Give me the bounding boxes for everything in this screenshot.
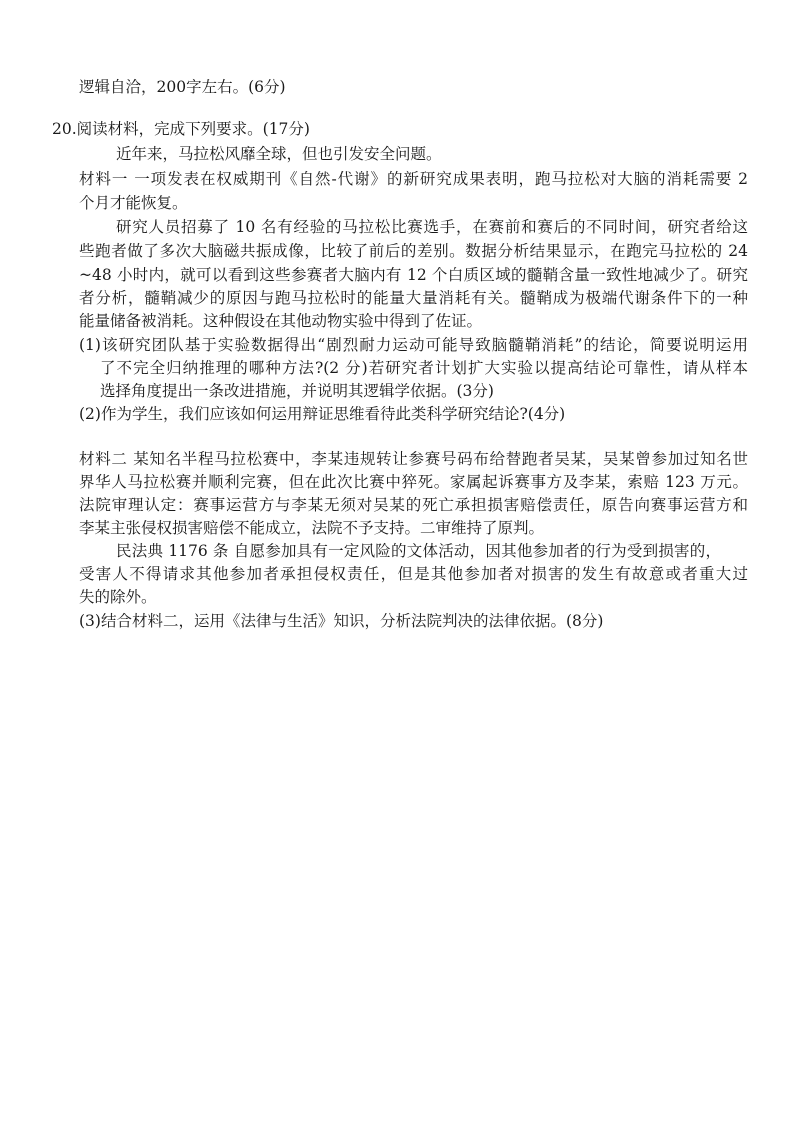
material-1-line: 材料一 一项发表在权威期刊《自然-代谢》的新研究成果表明，跑马拉松对大脑的消耗需要 2 xyxy=(79,170,748,188)
sub-question-1-line: (1)该研究团队基于实验数据得出“剧烈耐力运动可能导致脑髓鞘消耗”的结论，简要说明运用 xyxy=(79,336,748,354)
material-2-line: 界华人马拉松赛并顺利完赛，但在此次比赛中猝死。家属起诉赛事方及李某，索赔 123 万元。 xyxy=(79,473,748,491)
material-2-line: 民法典 1176 条 自愿参加具有一定风险的文体活动，因其他参加者的行为受到损害的， xyxy=(116,542,721,560)
material-1-line: 能量储备被消耗。这种假设在其他动物实验中得到了佐证。 xyxy=(79,312,483,330)
material-2-line: 材料二 某知名半程马拉松赛中，李某违规转让参赛号码布给替跑者吴某，吴某曾参加过知名世 xyxy=(79,450,748,468)
sub-question-1-line: 选择角度提出一条改进措施，并说明其逻辑学依据。(3分) xyxy=(100,382,494,400)
material-1-line: 者分析，髓鞘减少的原因与跑马拉松时的能量大量消耗有关。髓鞘成为极端代谢条件下的一种 xyxy=(79,289,748,307)
material-1-line: ~48 小时内，就可以看到这些参赛者大脑内有 12 个白质区域的髓鞘含量一致性地减少了。研究 xyxy=(79,266,748,284)
material-2-line: 受害人不得请求其他参加者承担侵权责任，但是其他参加者对损害的发生有故意或者重大过 xyxy=(79,565,748,583)
material-1-line: 个月才能恢复。 xyxy=(79,194,188,212)
material-1-line: 些跑者做了多次大脑磁共振成像，比较了前后的差别。数据分析结果显示，在跑完马拉松的 24 xyxy=(79,242,748,260)
material-1-line: 研究人员招募了 10 名有经验的马拉松比赛选手，在赛前和赛后的不同时间，研究者给这 xyxy=(116,218,748,236)
material-2-line: 李某主张侵权损害赔偿不能成立，法院不予支持。二审维持了原判。 xyxy=(79,519,545,537)
prev-question-tail: 逻辑自洽，200字左右。(6分) xyxy=(79,78,286,96)
sub-question-1-line: 了不完全归纳推理的哪种方法?(2 分)若研究者计划扩大实验以提高结论可靠性，请从样本 xyxy=(100,359,748,377)
sub-question-2: (2)作为学生，我们应该如何运用辩证思维看待此类科学研究结论?(4分) xyxy=(79,405,566,423)
question-20-header: 20.阅读材料，完成下列要求。(17分) xyxy=(52,120,310,138)
sub-question-3: (3)结合材料二，运用《法律与生活》知识，分析法院判决的法律依据。(8分) xyxy=(79,612,604,630)
material-2-line: 法院审理认定：赛事运营方与李某无须对吴某的死亡承担损害赔偿责任，原告向赛事运营方和 xyxy=(79,496,748,514)
material-2-line: 失的除外。 xyxy=(79,588,157,606)
question-intro: 近年来，马拉松风靡全球，但也引发安全问题。 xyxy=(116,145,442,163)
